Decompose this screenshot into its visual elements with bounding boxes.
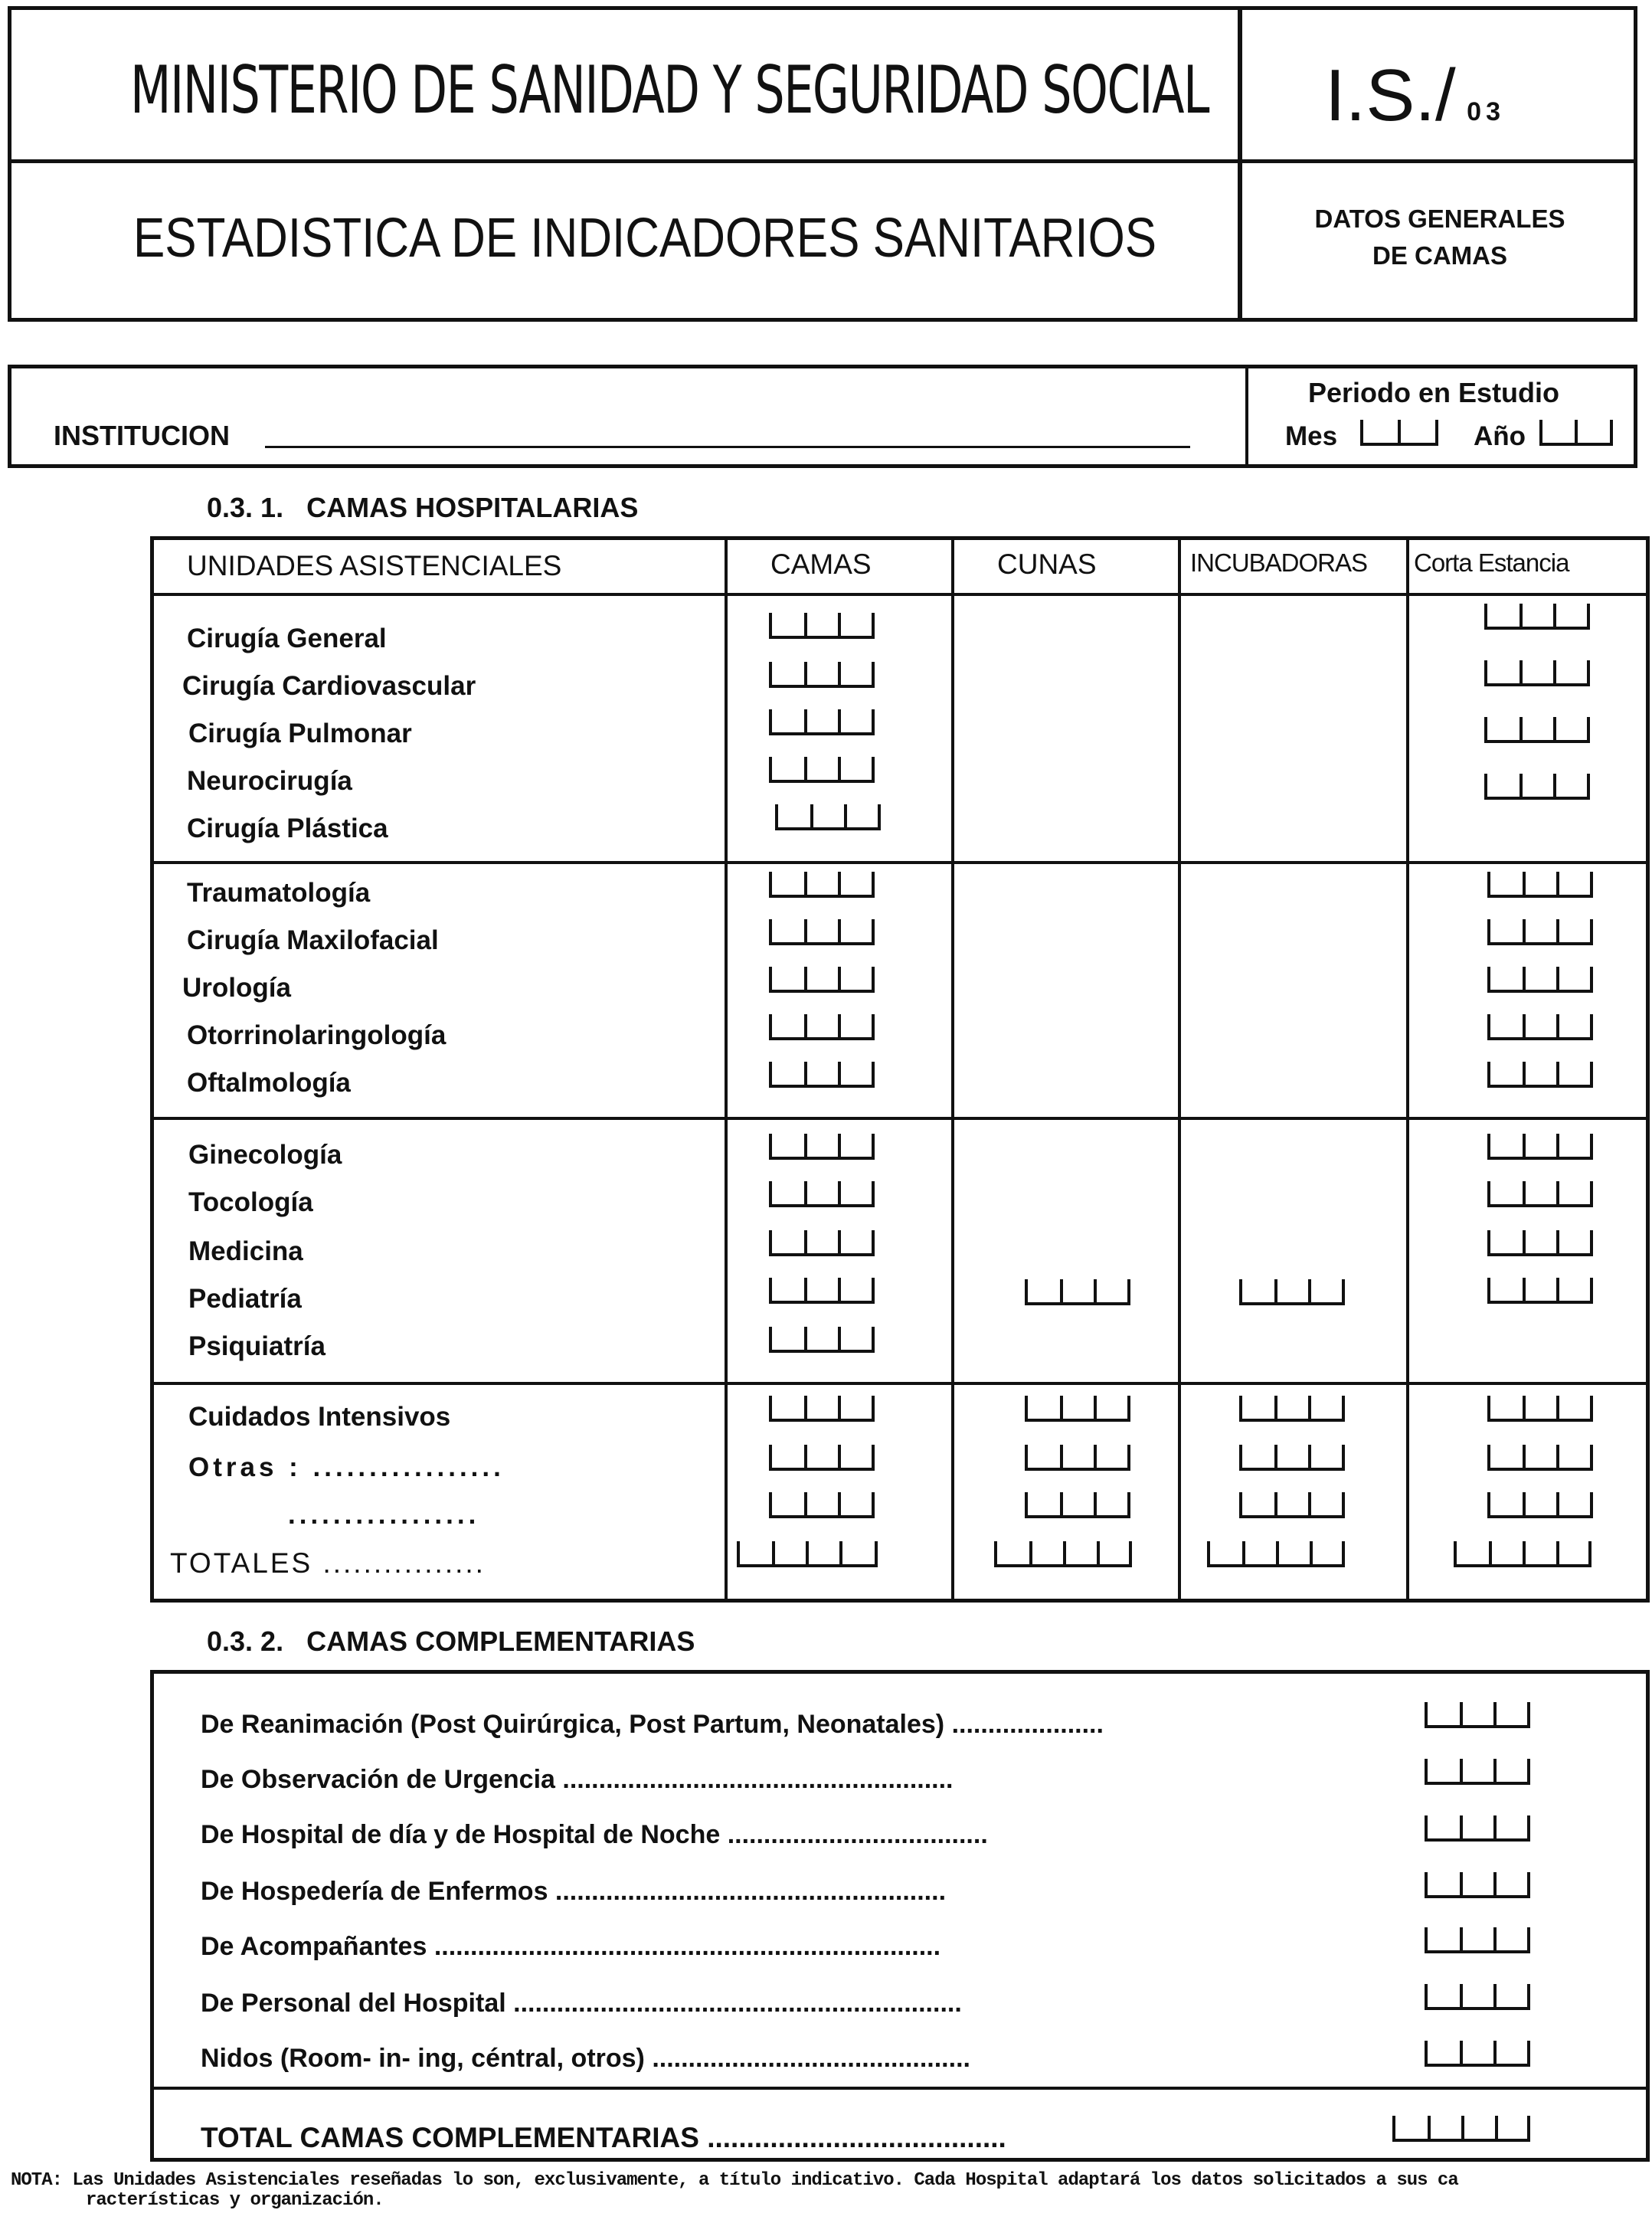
- unit-row-other: Otras : .................: [188, 1452, 505, 1482]
- header-divider-horizontal: [8, 159, 1637, 163]
- col-header-cribs: CUNAS: [997, 548, 1097, 580]
- footnote: [11, 2171, 1458, 2211]
- short-stay-entry[interactable]: [1484, 604, 1590, 630]
- unit-row: Neurocirugía: [187, 766, 352, 796]
- complementary-item: De Acompañantes ......................................................................: [201, 1932, 941, 1961]
- complementary-item: Nidos (Room- in- ing, céntral, otros) ............................................: [201, 2044, 970, 2073]
- month-label: Mes: [1285, 421, 1338, 451]
- unit-row: Ginecología: [188, 1140, 342, 1170]
- cribs-entry[interactable]: [1025, 1445, 1130, 1471]
- complementary-entry[interactable]: [1425, 2041, 1530, 2067]
- col-divider-1: [725, 536, 728, 1603]
- incubators-entry[interactable]: [1239, 1492, 1345, 1518]
- complementary-entry[interactable]: [1425, 1759, 1530, 1785]
- beds-entry[interactable]: [769, 1230, 875, 1256]
- complementary-total-divider: [150, 2087, 1650, 2090]
- section2-title: 0.3. 2. CAMAS COMPLEMENTARIAS: [207, 1626, 695, 1657]
- incubators-entry[interactable]: [1239, 1396, 1345, 1422]
- unit-row: Otorrinolaringología: [187, 1020, 447, 1050]
- cribs-entry[interactable]: [1025, 1396, 1130, 1422]
- short-stay-entry[interactable]: [1487, 1014, 1593, 1040]
- unit-row: Pediatría: [188, 1284, 302, 1314]
- beds-entry[interactable]: [769, 662, 875, 688]
- unit-row: Cirugía Plástica: [187, 814, 388, 843]
- complementary-item: De Hospital de día y de Hospital de Noche ....................................: [201, 1820, 988, 1849]
- group-divider-2: [150, 1117, 1650, 1120]
- unit-row: Oftalmología: [187, 1068, 351, 1098]
- unit-row-other-2: .................: [288, 1500, 480, 1530]
- short-stay-entry[interactable]: [1487, 1278, 1593, 1304]
- short-stay-entry[interactable]: [1487, 1230, 1593, 1256]
- form-code: [1325, 54, 1505, 138]
- form-code-prefix: I.S./: [1325, 54, 1456, 136]
- beds-entry[interactable]: [769, 709, 875, 735]
- incubators-total-entry[interactable]: [1207, 1541, 1345, 1567]
- cribs-total-entry[interactable]: [994, 1541, 1132, 1567]
- complementary-item: De Personal del Hospital ..............................................................: [201, 1989, 962, 2018]
- section1-title: 0.3. 1. CAMAS HOSPITALARIAS: [207, 492, 639, 523]
- beds-entry[interactable]: [769, 872, 875, 898]
- col-header-beds: CAMAS: [770, 548, 872, 580]
- complementary-item: De Reanimación (Post Quirúrgica, Post Partum, Neonatales) .....................: [201, 1710, 1104, 1739]
- beds-entry[interactable]: [769, 1445, 875, 1471]
- footnote-line2: racterísticas y organización.: [86, 2190, 384, 2211]
- short-stay-entry[interactable]: [1484, 660, 1590, 686]
- short-stay-entry[interactable]: [1484, 717, 1590, 743]
- group-divider-1: [150, 861, 1650, 864]
- col-divider-4: [1406, 536, 1409, 1603]
- complementary-entry[interactable]: [1425, 1815, 1530, 1842]
- unit-row: Tocología: [188, 1187, 313, 1217]
- short-stay-entry[interactable]: [1487, 872, 1593, 898]
- col-divider-2: [951, 536, 954, 1603]
- complementary-total-label: TOTAL CAMAS COMPLEMENTARIAS ......................................: [201, 2122, 1006, 2153]
- short-stay-total-entry[interactable]: [1454, 1541, 1591, 1567]
- cribs-entry[interactable]: [1025, 1492, 1130, 1518]
- beds-entry[interactable]: [769, 1327, 875, 1353]
- col-header-short-stay: Corta Estancia: [1414, 548, 1569, 577]
- complementary-entry[interactable]: [1425, 1984, 1530, 2010]
- cribs-entry[interactable]: [1025, 1279, 1130, 1305]
- short-stay-entry[interactable]: [1487, 1396, 1593, 1422]
- beds-entry[interactable]: [769, 967, 875, 993]
- month-entry[interactable]: [1360, 420, 1438, 446]
- unit-row-intensive: Cuidados Intensivos: [188, 1402, 451, 1432]
- form-code-number: 03: [1467, 97, 1505, 126]
- section-title-line1: DATOS GENERALES: [1314, 205, 1565, 233]
- unit-row: Urología: [182, 973, 291, 1003]
- group-divider-3: [150, 1382, 1650, 1385]
- short-stay-entry[interactable]: [1487, 1492, 1593, 1518]
- unit-row: Cirugía General: [187, 624, 387, 653]
- unit-row: Medicina: [188, 1236, 303, 1266]
- beds-entry[interactable]: [769, 1014, 875, 1040]
- beds-entry[interactable]: [775, 804, 881, 830]
- totals-row-label: TOTALES ................: [170, 1547, 486, 1579]
- beds-entry[interactable]: [769, 1492, 875, 1518]
- complementary-entry[interactable]: [1425, 1927, 1530, 1953]
- unit-row: Traumatología: [187, 878, 371, 908]
- incubators-entry[interactable]: [1239, 1445, 1345, 1471]
- beds-entry[interactable]: [769, 919, 875, 945]
- short-stay-entry[interactable]: [1487, 1062, 1593, 1088]
- short-stay-entry[interactable]: [1487, 919, 1593, 945]
- complementary-entry[interactable]: [1425, 1872, 1530, 1898]
- period-label: Periodo en Estudio: [1308, 377, 1560, 408]
- section-title-line2: DE CAMAS: [1372, 241, 1507, 270]
- beds-entry[interactable]: [769, 1134, 875, 1160]
- header-row-divider: [150, 593, 1650, 596]
- institution-label: INSTITUCION: [54, 420, 230, 451]
- complementary-item: De Observación de Urgencia ......................................................: [201, 1765, 954, 1794]
- beds-entry[interactable]: [769, 1278, 875, 1304]
- short-stay-entry[interactable]: [1484, 774, 1590, 800]
- beds-entry[interactable]: [769, 1396, 875, 1422]
- year-label: Año: [1474, 421, 1526, 451]
- col-divider-3: [1178, 536, 1181, 1603]
- year-entry[interactable]: [1539, 420, 1613, 446]
- institution-divider: [1245, 365, 1248, 468]
- short-stay-entry[interactable]: [1487, 1181, 1593, 1207]
- beds-entry[interactable]: [769, 1181, 875, 1207]
- ministry-title: MINISTERIO DE SANIDAD Y SEGURIDAD SOCIAL: [130, 52, 1209, 129]
- unit-row: Cirugía Pulmonar: [188, 719, 412, 748]
- complementary-entry[interactable]: [1425, 1702, 1530, 1728]
- short-stay-entry[interactable]: [1487, 967, 1593, 993]
- header-divider-vertical: [1238, 6, 1242, 322]
- subtitle: ESTADISTICA DE INDICADORES SANITARIOS: [133, 208, 1157, 269]
- beds-entry[interactable]: [769, 757, 875, 783]
- unit-row: Psiquiatría: [188, 1331, 325, 1361]
- section-title-box: [1242, 201, 1637, 274]
- short-stay-entry[interactable]: [1487, 1134, 1593, 1160]
- unit-row: Cirugía Cardiovascular: [182, 671, 476, 701]
- short-stay-entry[interactable]: [1487, 1445, 1593, 1471]
- col-header-units: UNIDADES ASISTENCIALES: [187, 550, 562, 581]
- complementary-item: De Hospedería de Enfermos ......................................................: [201, 1877, 947, 1906]
- beds-total-entry[interactable]: [737, 1541, 878, 1567]
- unit-row: Cirugía Maxilofacial: [187, 925, 439, 955]
- incubators-entry[interactable]: [1239, 1279, 1345, 1305]
- col-header-incubators: INCUBADORAS: [1190, 548, 1368, 577]
- beds-entry[interactable]: [769, 1062, 875, 1088]
- institution-input-line[interactable]: [265, 446, 1190, 448]
- complementary-total-entry[interactable]: [1392, 2116, 1530, 2142]
- footnote-line1: NOTA: Las Unidades Asistenciales reseñadas lo son, exclusivamente, a título indicativo. Cada Hospital adaptará los datos solicitados a sus ca: [11, 2170, 1458, 2191]
- beds-entry[interactable]: [769, 613, 875, 639]
